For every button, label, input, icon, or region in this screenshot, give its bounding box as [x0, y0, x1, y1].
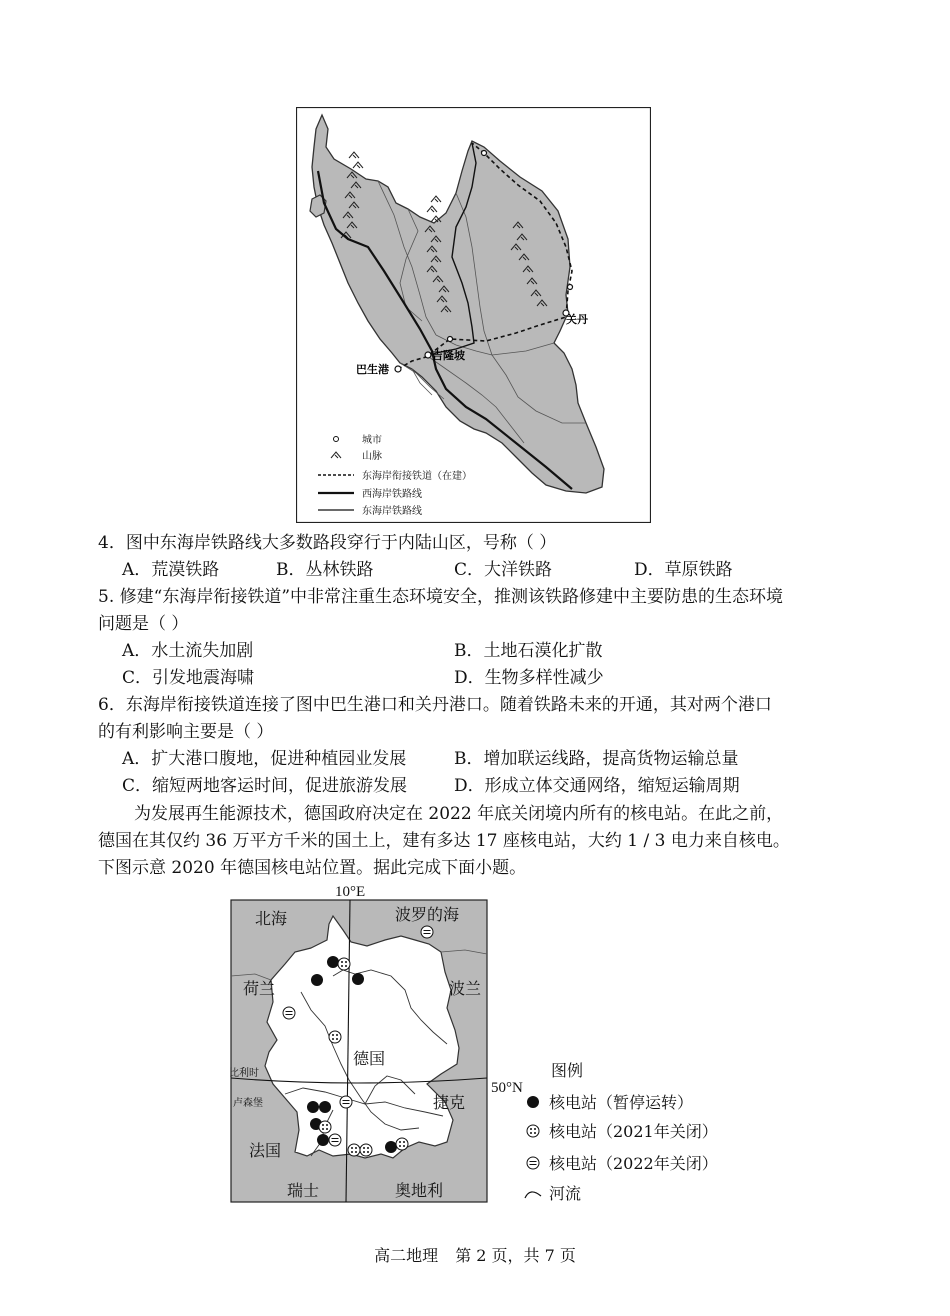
plant-2022-icon — [523, 1153, 543, 1173]
label-czech: 捷克 — [433, 1095, 466, 1112]
label-france: 法国 — [249, 1143, 282, 1160]
label-50n: 50°N — [491, 1080, 523, 1096]
plant-2021 — [360, 1144, 372, 1156]
river-icon — [523, 1183, 543, 1203]
plant-2022 — [329, 1134, 341, 1146]
plant-2021 — [396, 1138, 408, 1150]
label-port-klang: 巴生港 — [356, 364, 389, 376]
q4-option-d: D．草原铁路 — [634, 560, 733, 580]
q4-option-a: A．荒漠铁路 — [122, 560, 220, 580]
plant-active — [352, 973, 364, 985]
q6-stem-line2: 的有利影响主要是（ ） — [98, 722, 274, 742]
legend-east-line: 东海岸铁路线 — [362, 506, 422, 517]
city-port-klang — [395, 366, 401, 372]
label-netherlands: 荷兰 — [243, 981, 276, 998]
legend2-2022: 核电站（2022年关闭） — [549, 1154, 718, 1173]
q6-option-a: A．扩大港口腹地，促进种植园业发展 — [122, 749, 407, 769]
footer-page: 第 2 页，共 7 页 — [455, 1246, 576, 1265]
q6-option-b: B．增加联运线路，提高货物运输总量 — [454, 749, 739, 769]
legend-city: 城市 — [362, 435, 382, 446]
q6-stem-line1: 6．东海岸衔接铁道连接了图中巴生港口和关丹港口。随着铁路未来的开通，其对两个港口 — [98, 695, 772, 715]
plant-2021 — [319, 1121, 331, 1133]
plant-2021 — [329, 1031, 341, 1043]
label-baltic-sea: 波罗的海 — [395, 907, 460, 924]
plant-active — [385, 1141, 397, 1153]
label-luxembourg: 卢森堡 — [233, 1098, 263, 1109]
q4-option-c: C．大洋铁路 — [454, 560, 553, 580]
footer-subject: 高二地理 — [374, 1246, 439, 1265]
q6-option-d: D．形成立体交通网络，缩短运输周期 — [454, 776, 740, 796]
plant-2022 — [340, 1096, 352, 1108]
label-north-sea: 北海 — [255, 911, 288, 928]
legend-city-icon — [334, 437, 339, 442]
label-10e: 10°E — [335, 884, 366, 900]
q6-option-c: C．缩短两地客运时间，促进旅游发展 — [122, 776, 408, 796]
label-kuantan: 关丹 — [566, 314, 588, 326]
q5-stem-line1: 5. 修建“东海岸衔接铁道”中非常注重生态环境安全，推测该铁路修建中主要防患的生态环境 — [98, 587, 784, 607]
legend2-title: 图例 — [551, 1061, 584, 1080]
label-belgium: 比利时 — [229, 1068, 259, 1079]
legend-ecrl: 东海岸衔接铁道（在建） — [362, 471, 472, 482]
plant-2021 — [348, 1144, 360, 1156]
label-poland: 波兰 — [449, 981, 482, 998]
plant-active — [311, 974, 323, 986]
legend2-row-2021 — [523, 1119, 718, 1142]
plant-active — [307, 1101, 319, 1113]
label-austria: 奥地利 — [395, 1183, 444, 1200]
q5-option-c: C．引发地震海啸 — [122, 668, 255, 688]
q4-stem: 4．图中东海岸铁路线大多数路段穿行于内陆山区，号称（ ） — [98, 533, 557, 553]
q5-option-d: D．生物多样性减少 — [454, 668, 604, 688]
legend-west-line: 西海岸铁路线 — [362, 489, 422, 500]
q4-option-b: B．丛林铁路 — [276, 560, 374, 580]
plant-2022 — [283, 1007, 295, 1019]
plant-active — [319, 1101, 331, 1113]
q5-stem-line2: 问题是（ ） — [98, 614, 189, 634]
map2-legend — [523, 1055, 763, 1205]
legend-mountain: 山脉 — [362, 451, 382, 462]
passage-line2: 德国在其仅约 36 万平方千米的国土上，建有多达 17 座核电站，大约 1 / 3 电力来自核电。 — [98, 831, 790, 851]
active-plant-icon — [523, 1092, 543, 1112]
legend2-row-2022 — [523, 1151, 718, 1174]
label-kuala-lumpur: 吉隆坡 — [432, 350, 465, 362]
legend2-row-active — [523, 1090, 693, 1113]
passage-line1: 为发展再生能源技术，德国政府决定在 2022 年底关闭境内所有的核电站。在此之前， — [134, 804, 784, 824]
q5-option-a: A．水土流失加剧 — [122, 641, 254, 661]
plant-2021-icon — [523, 1121, 543, 1141]
malaysia-railway-map — [296, 107, 651, 523]
plant-2021 — [338, 958, 350, 970]
legend2-active: 核电站（暂停运转） — [549, 1093, 694, 1112]
passage-line3: 下图示意 2020 年德国核电站位置。据此完成下面小题。 — [98, 858, 527, 878]
legend2-2021: 核电站（2021年关闭） — [549, 1122, 718, 1141]
plant-2022 — [421, 926, 433, 938]
q5-option-b: B．土地石漠化扩散 — [454, 641, 603, 661]
plant-active — [317, 1134, 329, 1146]
label-switzerland: 瑞士 — [287, 1183, 320, 1200]
legend2-row-river — [523, 1181, 581, 1204]
legend2-river: 河流 — [549, 1184, 582, 1203]
page-footer — [0, 1243, 950, 1266]
plant-active — [327, 956, 339, 968]
label-germany: 德国 — [353, 1051, 386, 1068]
city-kuala-lumpur — [425, 352, 431, 358]
